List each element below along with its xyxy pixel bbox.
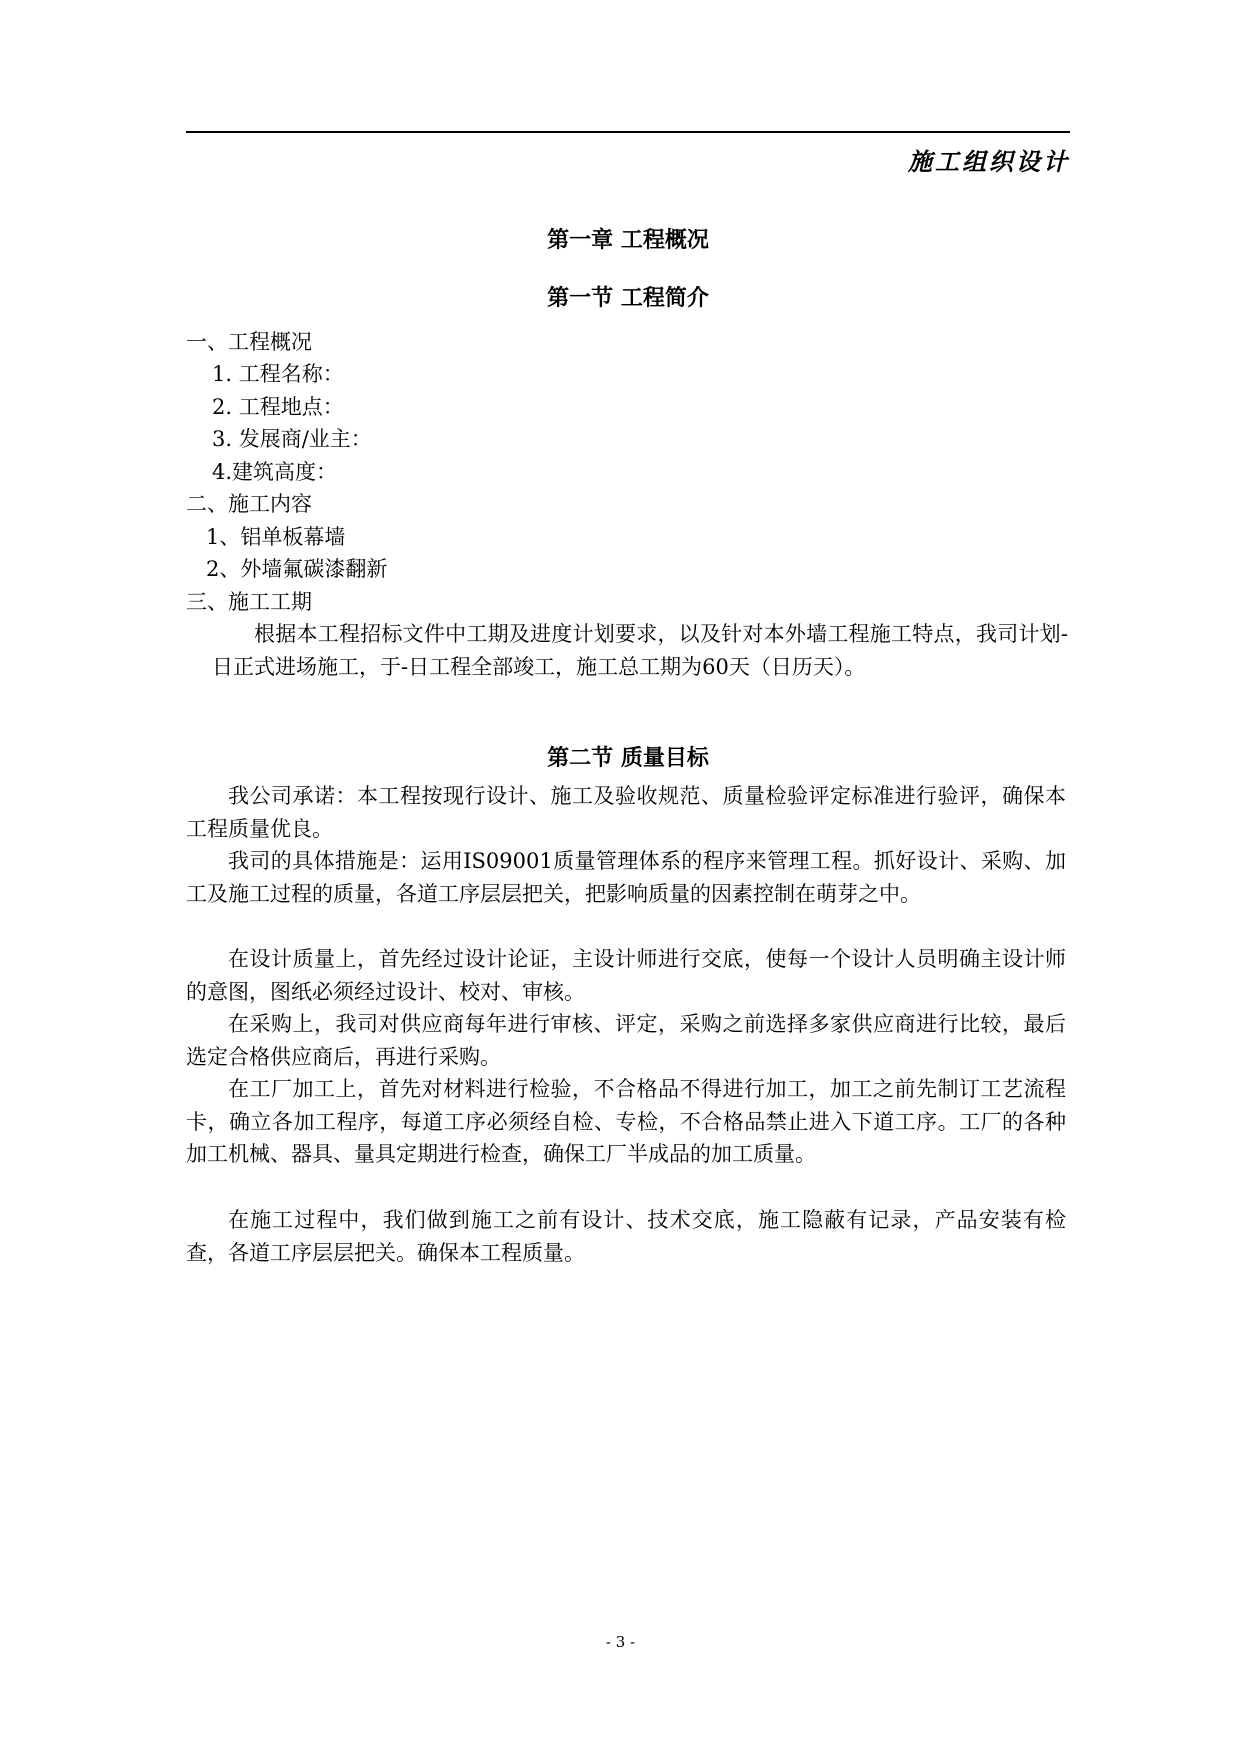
construction-content-heading: 二、施工内容 [186,492,312,516]
schedule-paragraph: 根据本工程招标文件中工期及进度计划要求，以及针对本外墙工程施工特点，我司计划-日正式进场施工，于-日工程全部竣工，施工总工期为60天（日历天）。 [212,622,1068,679]
quality-paragraph-design: 在设计质量上，首先经过设计论证，主设计师进行交底，使每一个设计人员明确主设计师的意图，图纸必须经过设计、校对、审核。 [186,947,1066,1004]
page-number: - 3 - [605,1633,636,1651]
overview-heading: 一、工程概况 [186,330,312,354]
schedule-heading: 三、施工工期 [186,590,312,614]
header-rule [186,131,1070,133]
section-2-title: 第二节 质量目标 [547,746,709,771]
quality-paragraph-commitment: 我公司承诺：本工程按现行设计、施工及验收规范、质量检验评定标准进行验评，确保本工程质量优良。 [186,784,1066,841]
document-header-title: 施工组织设计 [908,148,1070,176]
quality-paragraph-procurement: 在采购上，我司对供应商每年进行审核、评定，采购之前选择多家供应商进行比较，最后选定合格供应商后，再进行采购。 [186,1012,1066,1069]
project-name-item: 1. 工程名称： [212,362,344,386]
content-item-aluminum-curtain-wall: 1、铝单板幕墙 [206,525,346,549]
building-height-item: 4.建筑高度： [212,460,338,484]
quality-paragraph-factory: 在工厂加工上，首先对材料进行检验，不合格品不得进行加工，加工之前先制订工艺流程卡，确立各加工程序，每道工序必须经自检、专检，不合格品禁止进入下道工序。工厂的各种加工机械、器具、量具定期进行检查，确保工厂半成品的加工质量。 [186,1077,1066,1167]
quality-paragraph-measures: 我司的具体措施是：运用IS09001质量管理体系的程序来管理工程。抓好设计、采购、加工及施工过程的质量，各道工序层层把关，把影响质量的因素控制在萌芽之中。 [186,849,1066,906]
quality-paragraph-construction: 在施工过程中，我们做到施工之前有设计、技术交底，施工隐蔽有记录，产品安装有检查，各道工序层层把关。确保本工程质量。 [186,1208,1066,1265]
developer-owner-item: 3. 发展商/业主： [212,427,372,451]
chapter-title: 第一章 工程概况 [547,228,709,253]
content-item-exterior-repaint: 2、外墙氟碳漆翻新 [206,557,388,581]
section-1-title: 第一节 工程简介 [547,286,709,311]
project-location-item: 2. 工程地点： [212,395,344,419]
